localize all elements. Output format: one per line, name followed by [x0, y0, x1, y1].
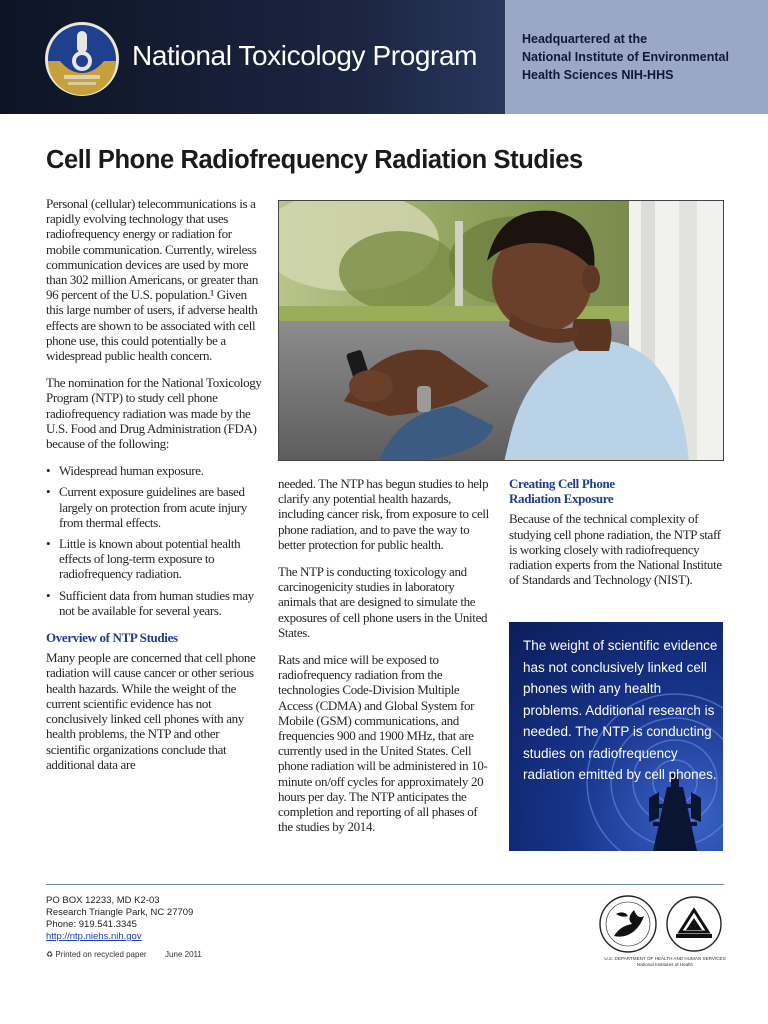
footer-divider	[46, 884, 724, 885]
recycled-paper-note: Printed on recycled paper	[55, 950, 147, 959]
exposure-heading: Creating Cell Phone Radiation Exposure	[509, 476, 615, 507]
overview-paragraph: Many people are concerned that cell phone radiation will cause cancer or other serious health hazards. While the weight of the current scientific evidence has not conclusively linked cell phones with any health problems, the NTP and other scientific organizations conclude that additional data are	[46, 650, 256, 772]
page-title: Cell Phone Radiofrequency Radiation Studies	[46, 146, 583, 174]
column-2	[278, 476, 494, 846]
exposure-paragraph: Rats and mice will be exposed to radiofrequency radiation from the technologies Code-Division Multiple Access (CDMA) and Global System for Mobile (GSM) communications, and frequencies 900 and 1900 MHz, that are currently used in the United States. Cell phone radiation will be administered in 10-minute on/off cycles for approximately 20 hours per day. The NTP anticipates the completion and reporting of all phases of the studies by 2014.	[278, 652, 488, 835]
callout-box	[509, 622, 723, 851]
column-1	[46, 196, 264, 784]
page-header	[0, 0, 768, 114]
nomination-paragraph: The nomination for the National Toxicology Program (NTP) to study cell phone radiofrequency radiation was made by the U.S. Food and Drug Administration (FDA) because of the following:	[46, 375, 262, 452]
column-3	[509, 476, 724, 599]
man-with-phone-photo	[278, 200, 724, 461]
publication-date: June 2011	[165, 950, 202, 959]
list-item: • Sufficient data from human studies may not be available for several years.	[46, 588, 264, 618]
list-item: • Widespread human exposure.	[46, 463, 264, 478]
website-link[interactable]: http://ntp.niehs.nih.gov	[46, 931, 142, 942]
reasons-list	[46, 463, 264, 618]
callout-text: The weight of scientific evidence has not conclusively linked cell phones with any health problems. Additional research is needed. The NTP is conducting studies on radiofrequency radiation emitted by cell phones.	[523, 638, 718, 782]
list-item: • Little is known about potential health effects of long-term exposure to radiofrequency radiation.	[46, 536, 264, 582]
list-item: • Current exposure guidelines are based largely on protection from acute injury from thermal effects.	[46, 484, 264, 530]
intro-paragraph: Personal (cellular) telecommunications is a rapidly evolving technology that uses radiofrequency energy or radiation for mobile communication. Currently, wireless communication devices are used by more than 302 million Americans, or greater than 96 percent of the U.S. population.¹ Given this large number of users, if adverse health effects are shown to be associated with cell phone use, this could potentially be a widespread public health concern.	[46, 196, 259, 364]
overview-heading: Overview of NTP Studies	[46, 630, 178, 646]
contact-address: PO BOX 12233, MD K2-03 Research Triangle Park, NC 27709 Phone: 919.541.3345 http://ntp.niehs.nih.gov	[46, 895, 194, 942]
continuation-paragraph: needed. The NTP has begun studies to help clarify any potential health hazards, including cancer risk, from exposure to cell phone radiation, and to pave the way to better protection for public health.	[278, 476, 489, 552]
headquarters-text: Headquartered at the National Institute of Environmental Health Sciences NIH-HHS	[522, 32, 729, 82]
program-name: National Toxicology Program	[132, 40, 478, 71]
agency-names: U.S. DEPARTMENT OF HEALTH AND HUMAN SERVICES National Institutes of Health	[604, 956, 726, 967]
ntp-logo-icon	[44, 21, 120, 97]
nist-paragraph: Because of the technical complexity of studying cell phone radiation, the NTP staff is working closely with radiofrequency radiation experts from the National Institute of Standards and Technology (NIST).	[509, 511, 722, 588]
print-note	[46, 950, 202, 959]
recycle-icon: ♻	[46, 950, 54, 959]
studies-paragraph: The NTP is conducting toxicology and carcinogenicity studies in laboratory animals that are designed to simulate the exposures of cell phone users in the United States.	[278, 564, 488, 640]
nih-seal-icon	[667, 897, 721, 951]
hhs-seal-icon	[600, 896, 656, 952]
